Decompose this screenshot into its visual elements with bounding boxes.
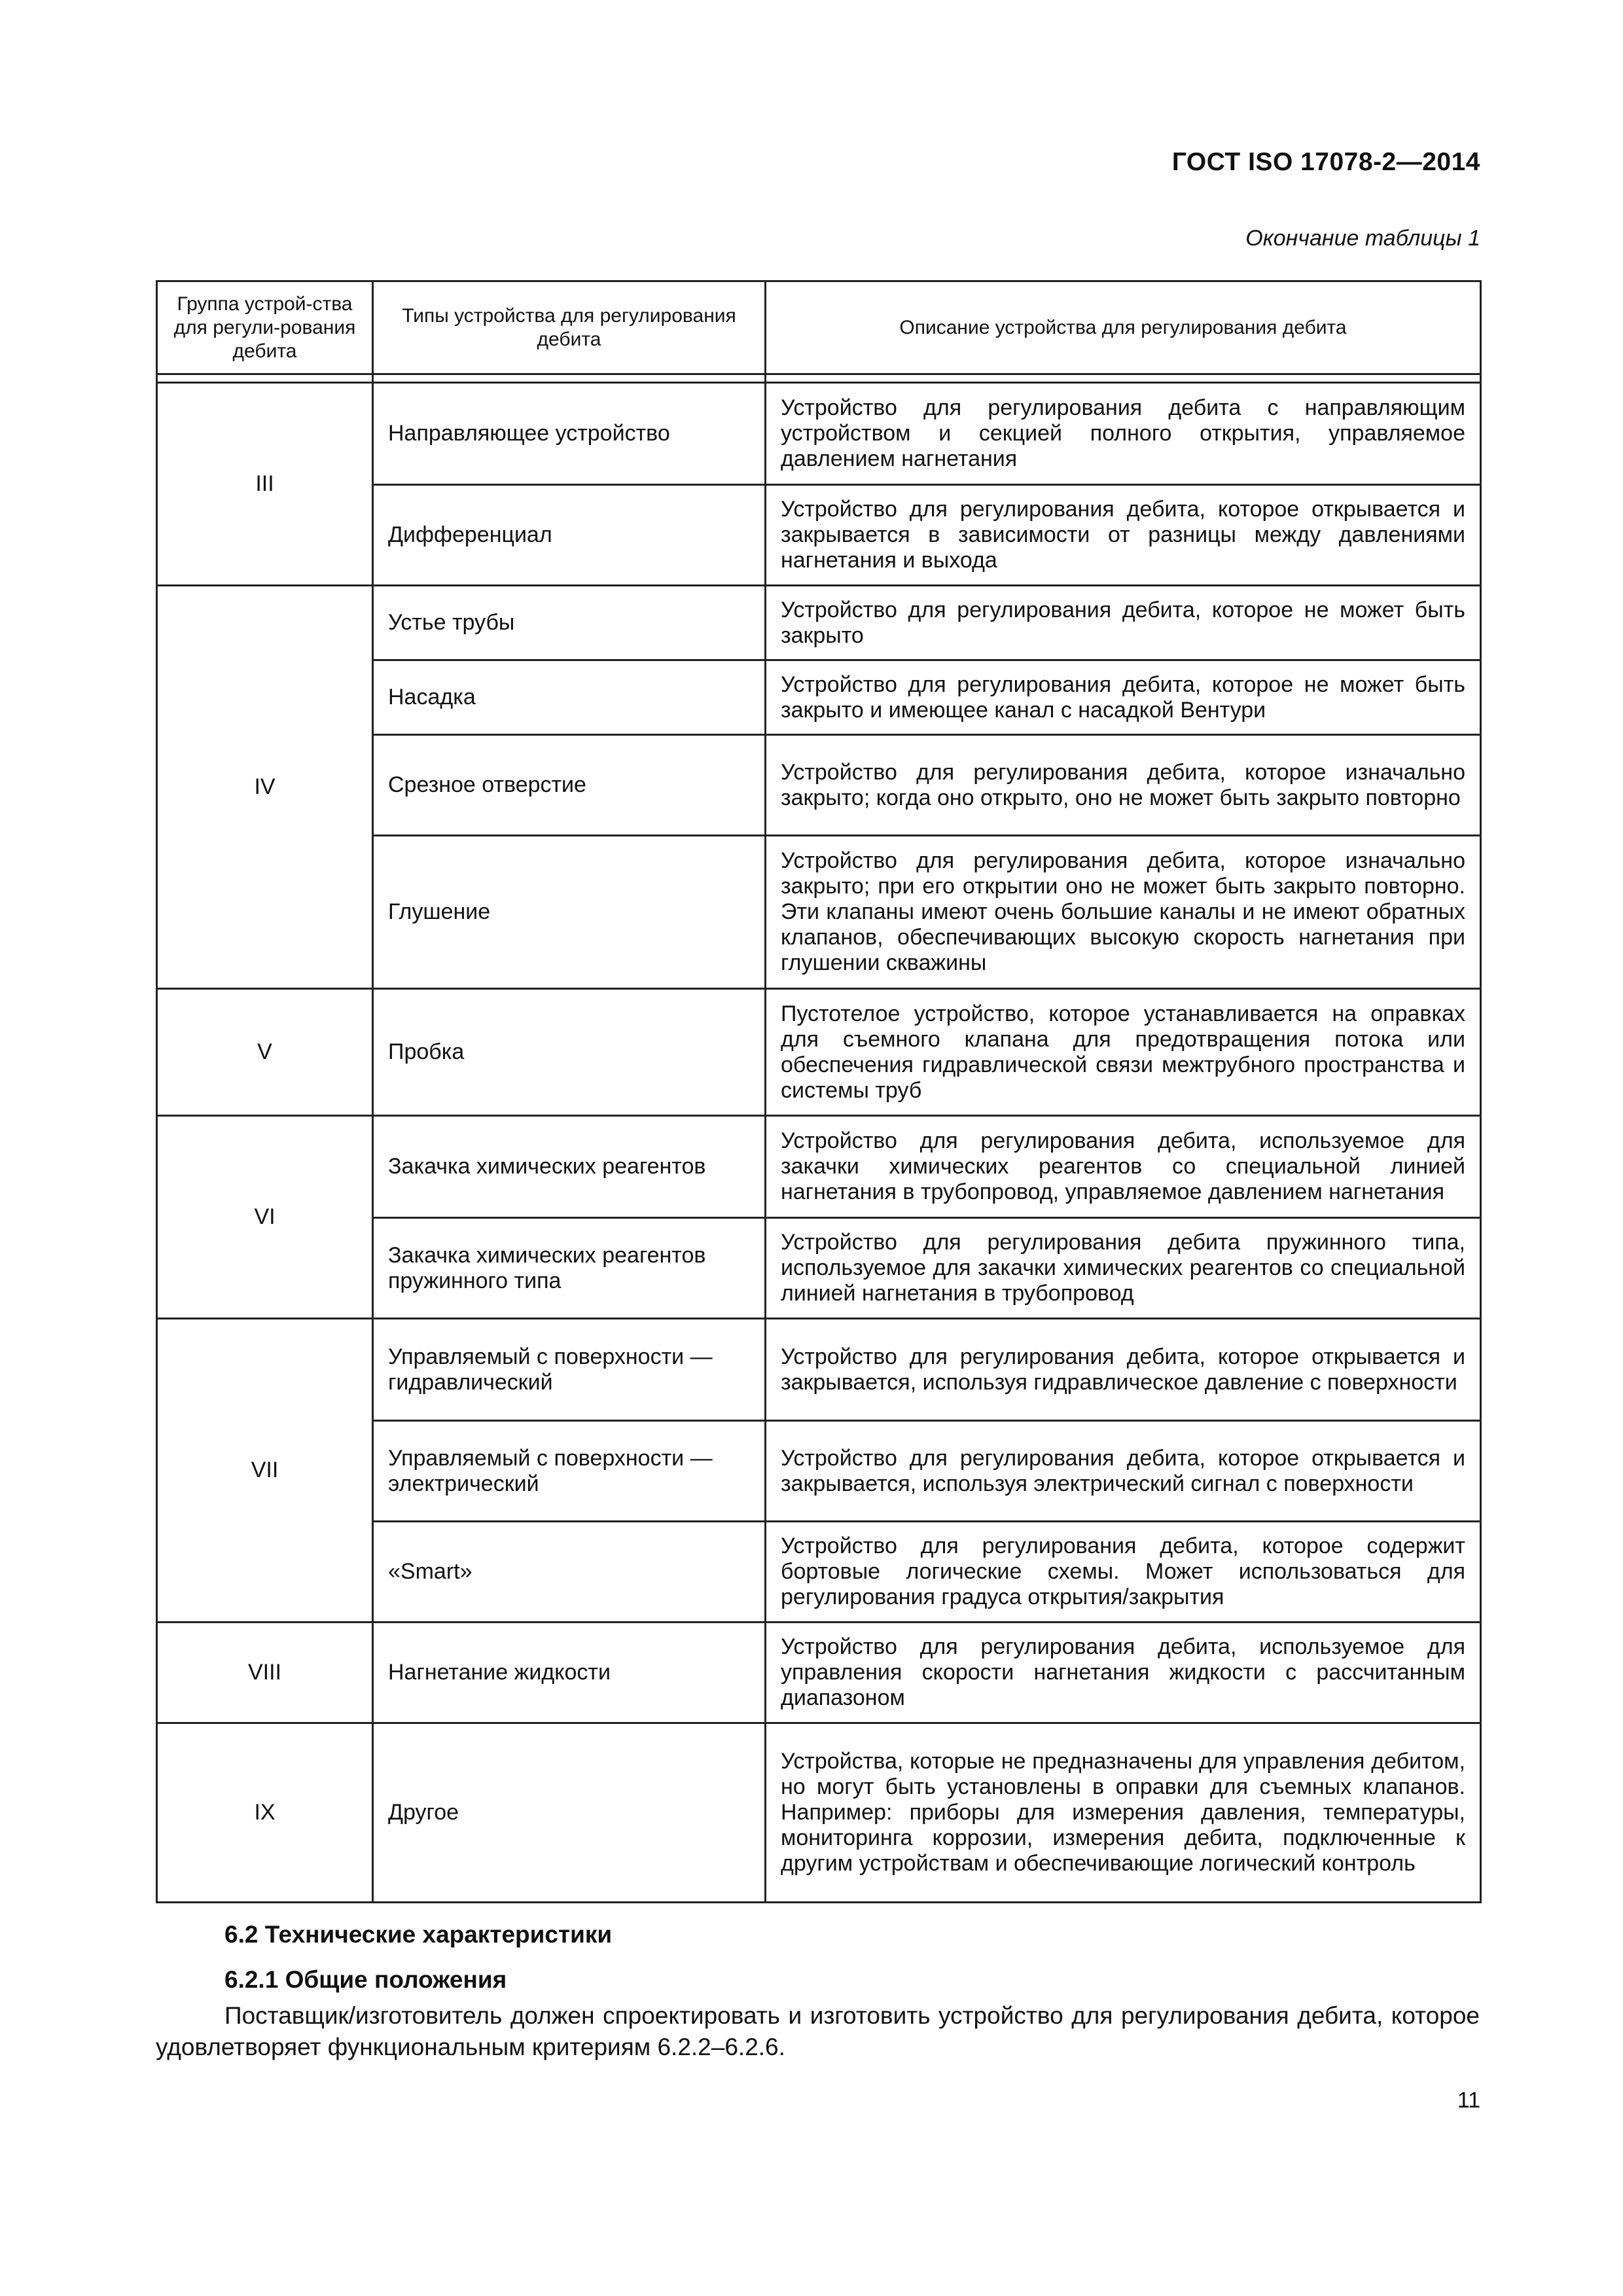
group-cell: III — [157, 383, 373, 586]
type-cell: Нагнетание жидкости — [373, 1623, 766, 1723]
description-cell: Устройство для регулирования дебита, которое содержит бортовые логические схемы. Может использоваться для регулирования градуса открытия/закрытия — [766, 1522, 1481, 1623]
table-row — [157, 1623, 1481, 1723]
column-header-description: Описание устройства для регулирования дебита — [766, 281, 1481, 374]
table-row — [157, 989, 1481, 1116]
type-cell: Срезное отверстие — [373, 735, 766, 836]
description-cell: Устройство для регулирования дебита, используемое для управления скорости нагнетания жидкости с рассчитанным диапазоном — [766, 1623, 1481, 1723]
description-cell: Устройство для регулирования дебита, которое не может быть закрыто — [766, 586, 1481, 660]
group-cell: VII — [157, 1319, 373, 1623]
type-cell: «Smart» — [373, 1522, 766, 1623]
section-6-2-1-heading: 6.2.1 Общие положения — [224, 1966, 507, 1993]
header-separator — [157, 374, 1481, 383]
group-cell: VI — [157, 1116, 373, 1319]
table-row — [157, 586, 1481, 660]
type-cell: Глушение — [373, 836, 766, 989]
device-types-table — [156, 280, 1482, 1903]
group-cell: V — [157, 989, 373, 1116]
description-cell: Устройство для регулирования дебита пружинного типа, используемое для закачки химических реагентов со специальной линией нагнетания в трубопровод — [766, 1218, 1481, 1319]
table-row — [157, 1723, 1481, 1903]
type-cell: Закачка химических реагентов — [373, 1116, 766, 1218]
table-header-row — [157, 281, 1481, 374]
type-cell: Насадка — [373, 660, 766, 735]
table-row — [157, 383, 1481, 485]
type-cell: Управляемый с поверхности — гидравлический — [373, 1319, 766, 1421]
group-cell: VIII — [157, 1623, 373, 1723]
type-cell: Управляемый с поверхности — электрический — [373, 1421, 766, 1522]
description-cell: Устройство для регулирования дебита, которое открывается и закрывается, используя гидравлическое давление с поверхности — [766, 1319, 1481, 1421]
group-cell: IV — [157, 586, 373, 989]
table-caption: Окончание таблицы 1 — [1245, 226, 1480, 251]
column-header-type: Типы устройства для регулирования дебита — [373, 281, 766, 374]
description-cell: Устройство для регулирования дебита, которое открывается и закрывается, используя электрический сигнал с поверхности — [766, 1421, 1481, 1522]
section-6-2-heading: 6.2 Технические характеристики — [224, 1921, 613, 1948]
description-cell: Устройство для регулирования дебита, которое изначально закрыто; при его открытии оно не может быть закрыто повторно. Эти клапаны имеют очень большие каналы и не имеют обратных клапанов, обеспечивающих высокую скорость нагнетания при глушении скважины — [766, 836, 1481, 989]
description-cell: Устройство для регулирования дебита, используемое для закачки химических реагентов со специальной линией нагнетания в трубопровод, управляемое давлением нагнетания — [766, 1116, 1481, 1218]
group-cell: IX — [157, 1723, 373, 1903]
type-cell: Устье трубы — [373, 586, 766, 660]
type-cell: Другое — [373, 1723, 766, 1903]
document-code: ГОСТ ISO 17078-2—2014 — [1171, 148, 1480, 176]
description-cell: Устройство для регулирования дебита, которое изначально закрыто; когда оно открыто, оно не может быть закрыто повторно — [766, 735, 1481, 836]
table-row — [157, 1116, 1481, 1218]
column-header-group: Группа устрой-ства для регули-рования дебита — [157, 281, 373, 374]
description-cell: Устройство для регулирования дебита, которое открывается и закрывается в зависимости от разницы между давлениями нагнетания и выхода — [766, 485, 1481, 586]
description-cell: Устройство для регулирования дебита с направляющим устройством и секцией полного открытия, управляемое давлением нагнетания — [766, 383, 1481, 485]
description-cell: Устройство для регулирования дебита, которое не может быть закрыто и имеющее канал с насадкой Вентури — [766, 660, 1481, 735]
type-cell: Пробка — [373, 989, 766, 1116]
section-6-2-1-paragraph: Поставщик/изготовитель должен спроектировать и изготовить устройство для регулирования дебита, которое удовлетворяет функциональным критериям 6.2.2–6.2.6. — [156, 2002, 1480, 2060]
table-row — [157, 1319, 1481, 1421]
type-cell: Закачка химических реагентов пружинного типа — [373, 1218, 766, 1319]
type-cell: Дифференциал — [373, 485, 766, 586]
type-cell: Направляющее устройство — [373, 383, 766, 485]
description-cell: Пустотелое устройство, которое устанавливается на оправках для съемного клапана для предотвращения потока или обеспечения гидравлической связи межтрубного пространства и системы труб — [766, 989, 1481, 1116]
page-number: 11 — [1457, 2088, 1480, 2113]
description-cell: Устройства, которые не предназначены для управления дебитом, но могут быть установлены в оправки для съемных клапанов. Например: приборы для измерения давления, температуры, мониторинга коррозии, измерения дебита, подключенные к другим устройствам и обеспечивающие логический контроль — [766, 1723, 1481, 1903]
